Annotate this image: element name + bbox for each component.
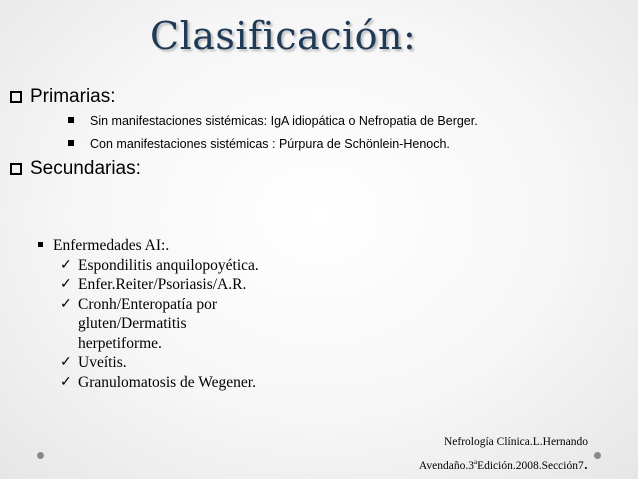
citation-part: Avendaño.3 xyxy=(418,459,474,472)
list-item xyxy=(68,137,450,151)
check-list-item-text: Enfer.Reiter/Psoriasis/A.R. xyxy=(78,276,247,293)
checkmark-icon: ✓ xyxy=(60,296,72,312)
square-bullet-icon xyxy=(68,117,74,123)
section-label: Secundarias: xyxy=(30,158,141,179)
check-list-item xyxy=(60,373,259,393)
square-bullet-icon xyxy=(38,242,43,247)
list-lead xyxy=(38,236,259,256)
check-list-item xyxy=(60,275,259,295)
section-primarias xyxy=(10,86,116,108)
section-label: Primarias: xyxy=(30,86,116,107)
check-list-item-text: Cronh/Enteropatía por gluten/Dermatitis herpetiforme. xyxy=(78,295,218,352)
citation-superscript: a xyxy=(473,458,478,466)
citation-part: Edición.2008.Sección7 xyxy=(477,459,584,472)
check-list-item xyxy=(60,295,248,354)
citation-period: . xyxy=(583,453,588,473)
left-dot-icon xyxy=(37,452,44,459)
citation-line-1: Nefrología Clínica.L.Hernando xyxy=(443,436,588,448)
check-list-item-text: Granulomatosis de Wegener. xyxy=(78,373,256,391)
list-lead-text: Enfermedades AI:. xyxy=(53,237,170,254)
right-dot-icon xyxy=(594,452,601,459)
check-list-item-text: Espondilitis anquilopoyética. xyxy=(78,256,259,274)
check-list-item xyxy=(60,353,259,373)
secondary-list xyxy=(38,236,259,392)
checkmark-icon: ✓ xyxy=(60,355,72,370)
checkmark-icon: ✓ xyxy=(60,257,72,273)
list-item xyxy=(68,114,478,128)
checkbox-bullet-icon xyxy=(10,91,22,103)
checkbox-bullet-icon xyxy=(10,163,22,175)
list-item-text: Sin manifestaciones sistémicas: IgA idiopática o Nefropatia de Berger. xyxy=(90,114,478,128)
checkmark-icon: ✓ xyxy=(60,277,72,292)
checkmark-icon: ✓ xyxy=(60,374,72,390)
citation-line-2 xyxy=(419,452,588,476)
section-secundarias xyxy=(10,158,141,180)
square-bullet-icon xyxy=(68,140,74,146)
citation-footer xyxy=(419,432,588,476)
slide-title: Clasificación: xyxy=(150,14,417,58)
check-list-item-text: Uveítis. xyxy=(78,354,127,371)
check-list-item xyxy=(60,256,259,276)
list-item-text: Con manifestaciones sistémicas : Púrpura de Schönlein-Henoch. xyxy=(90,137,450,151)
check-list xyxy=(60,256,259,393)
